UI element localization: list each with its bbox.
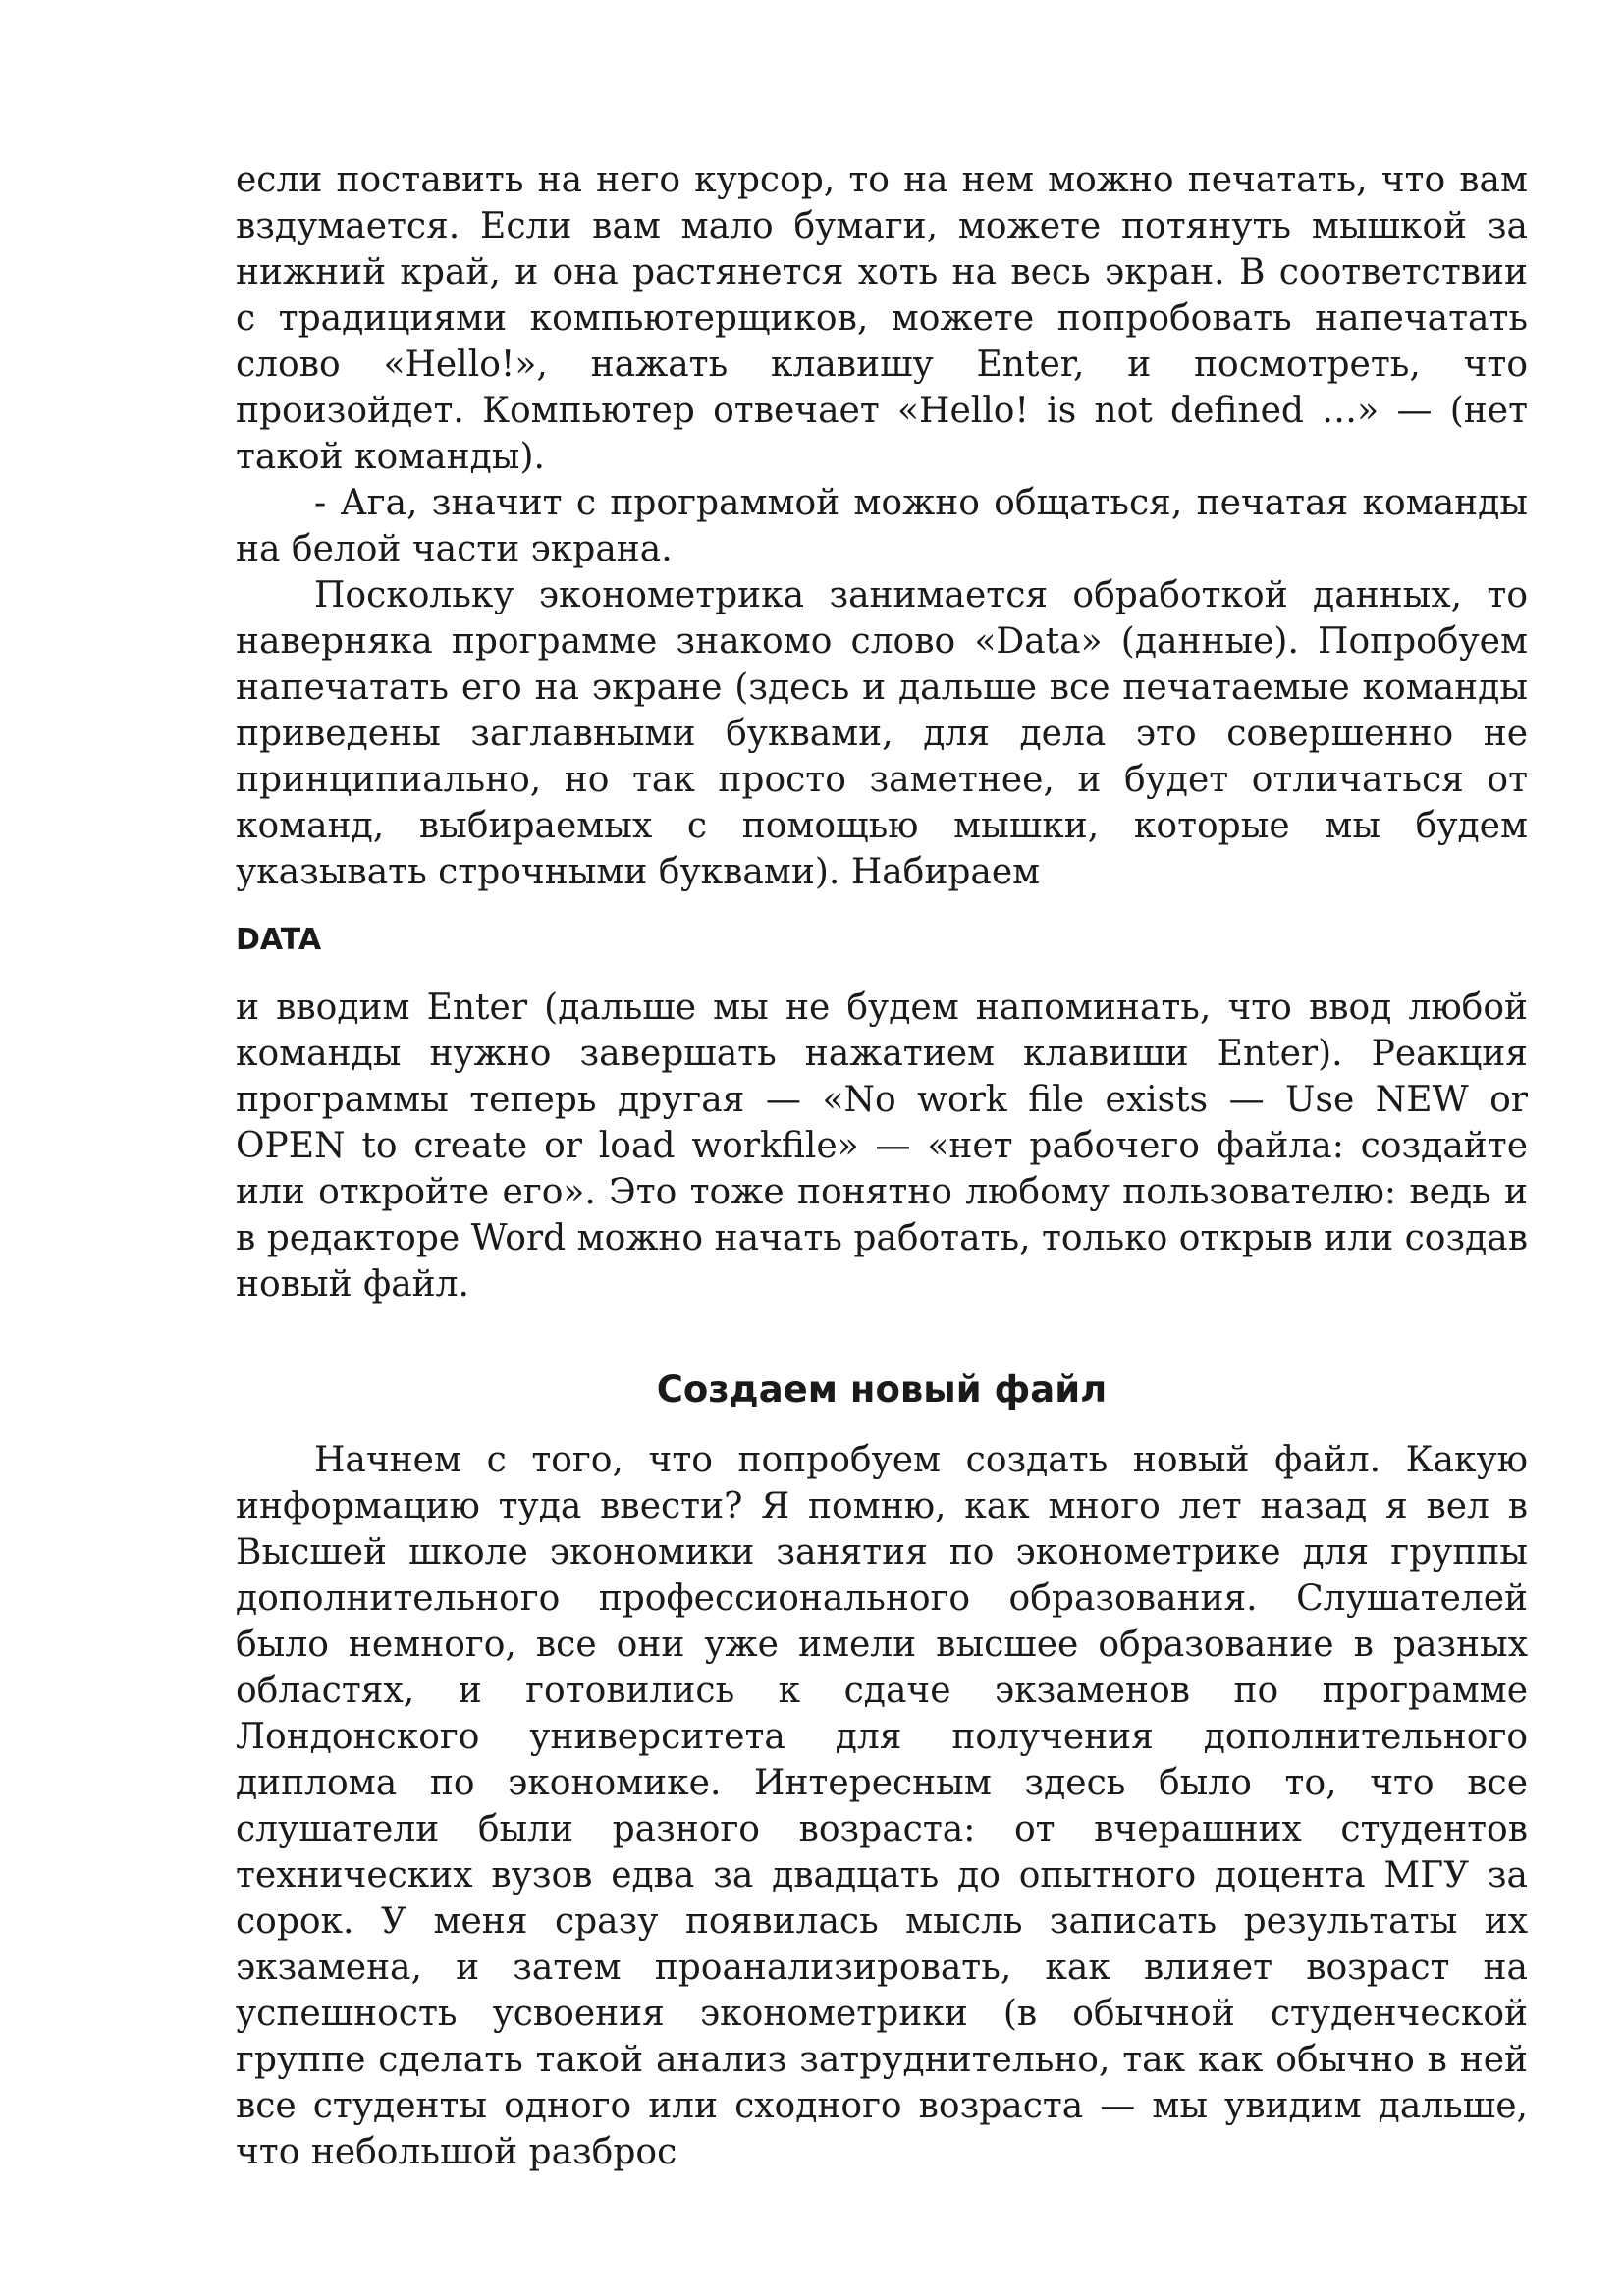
paragraph-enter-reaction: и вводим Enter (дальше мы не будем напоминать, что ввод любой команды нужно завершать нажатием клавиши Enter). Реакция программы теперь другая — «No work file exists — Use NEW or OPEN to create or load workfile» — «нет рабочего файла: создайте или откройте его». Это тоже понятно любому пользователю: ведь и в редакторе Word можно начать работать, только открыв или создав новый файл. (236, 988, 1528, 1305)
spacer (236, 1308, 1528, 1364)
paragraph-aga: - Ага, значит с программой можно общаться, печатая команды на белой части экрана. (236, 483, 1528, 569)
spacer (236, 963, 1528, 985)
command-data: DATA (236, 923, 322, 957)
document-page (236, 157, 1528, 2175)
paragraph-new-file: Начнем с того, что попробуем создать новый файл. Какую информацию туда ввести? Я помню, как много лет назад я вел в Высшей школе экономики занятия по эконометрике для группы дополнительного профессионального образования. Слушателей было немного, все они уже имели высшее образование в разных областях, и готовились к сдаче экзаменов по программе Лондонского университета для получения дополнительного диплома по экономике. Интересным здесь было то, что все слушатели были разного возраста: от вчерашних студентов технических вузов едва за двадцать до опытного доцента МГУ за сорок. У меня сразу появилась мысль записать результаты их экзамена, и затем проанализировать, как влияет возраст на успешность усвоения эконометрики (в обычной студенческой группе сделать такой анализ затруднительно, так как обычно в ней все студенты одного или сходного возраста — мы увидим дальше, что небольшой разброс (236, 1440, 1528, 2172)
paragraph-cursor-hello: если поставить на него курсор, то на нем можно печатать, что вам вздумается. Если вам мало бумаги, можете потянуть мышкой за нижний край, и она растянется хоть на весь экран. В соответствии с традициями компьютерщиков, можете попробовать напечатать слово «Hello!», нажать клавишу Enter, и посмотреть, что произойдет. Компьютер отвечает «Hello! is not defined …» — (нет такой команды). (236, 160, 1528, 477)
spacer (236, 1415, 1528, 1437)
section-heading: Создаем новый файл (656, 1368, 1108, 1411)
spacer (236, 895, 1528, 917)
paragraph-data-intro: Поскольку эконометрика занимается обработкой данных, то наверняка программе знакомо слово «Data» (данные). Попробуем напечатать его на экране (здесь и дальше все печатаемые команды приведены заглавными буквами, для дела это совершенно не принципиально, но так просто заметнее, и будет отличаться от команд, выбираемых с помощью мышки, которые мы будем указывать строчными буквами). Набираем (236, 575, 1528, 892)
